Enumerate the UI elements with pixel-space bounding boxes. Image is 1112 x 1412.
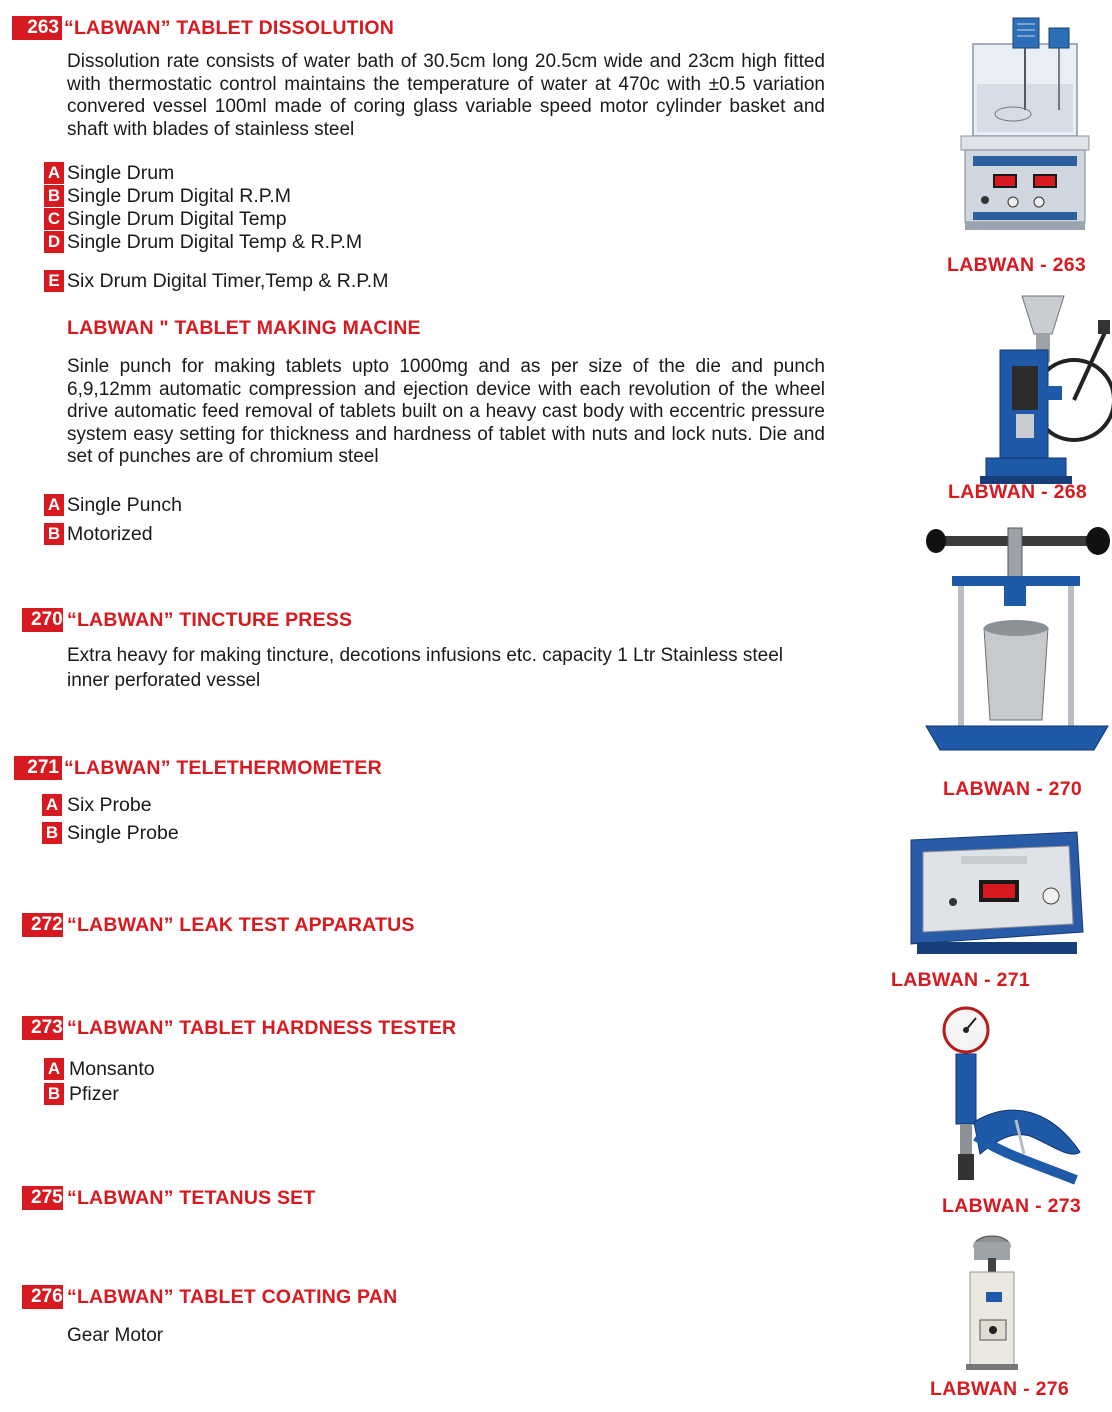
product-caption-271: LABWAN - 271 — [891, 969, 1031, 991]
item-number-badge-271: 271 — [14, 756, 62, 780]
option-label-271-a: Six Probe — [67, 794, 152, 816]
option-letter-268-a: A — [44, 494, 64, 516]
option-letter-263-a: A — [44, 162, 64, 184]
product-caption-270: LABWAN - 270 — [943, 778, 1083, 800]
option-label-273-b: Pfizer — [69, 1083, 119, 1105]
section-title-275: “LABWAN” TETANUS SET — [67, 1187, 316, 1209]
item-number-badge-270: 270 — [22, 608, 63, 632]
option-letter-263-c: C — [44, 208, 64, 230]
option-label-263-d: Single Drum Digital Temp & R.P.M — [67, 231, 363, 253]
section-title-263: “LABWAN” TABLET DISSOLUTION — [64, 17, 395, 39]
product-photo-tincture-press — [922, 522, 1112, 760]
option-letter-263-e: E — [44, 270, 64, 292]
option-label-263-e: Six Drum Digital Timer,Temp & R.P.M — [67, 270, 389, 292]
section-title-270: “LABWAN” TINCTURE PRESS — [67, 609, 353, 631]
product-caption-273: LABWAN - 273 — [942, 1195, 1082, 1217]
item-number-badge-275: 275 — [22, 1186, 63, 1210]
section-description-276: Gear Motor — [67, 1325, 164, 1346]
product-photo-hardness-tester — [940, 1004, 1090, 1188]
section-title-276: “LABWAN” TABLET COATING PAN — [67, 1286, 398, 1308]
option-letter-271-b: B — [42, 822, 62, 844]
option-label-271-b: Single Probe — [67, 822, 179, 844]
option-letter-271-a: A — [42, 794, 62, 816]
option-label-268-b: Motorized — [67, 523, 153, 545]
product-caption-268: LABWAN - 268 — [948, 481, 1088, 503]
item-number-badge-263: 263 — [12, 16, 62, 40]
option-letter-273-b: B — [44, 1083, 64, 1105]
product-photo-coating-pan — [952, 1228, 1032, 1372]
option-label-273-a: Monsanto — [69, 1058, 155, 1080]
product-photo-dissolution-apparatus — [955, 14, 1095, 236]
item-number-badge-276: 276 — [22, 1285, 63, 1309]
section-title-268: LABWAN " TABLET MAKING MACINE — [67, 317, 421, 339]
section-title-271: “LABWAN” TELETHERMOMETER — [64, 757, 382, 779]
option-letter-273-a: A — [44, 1058, 64, 1080]
item-number-badge-272: 272 — [22, 913, 63, 937]
option-label-263-c: Single Drum Digital Temp — [67, 208, 287, 230]
section-title-272: “LABWAN” LEAK TEST APPARATUS — [67, 914, 415, 936]
product-caption-276: LABWAN - 276 — [930, 1378, 1070, 1400]
section-title-273: “LABWAN” TABLET HARDNESS TESTER — [67, 1017, 457, 1039]
section-description-270: Extra heavy for making tincture, decotions infusions etc. capacity 1 Ltr Stainless steel inner perforated vessel — [67, 645, 784, 691]
section-description-268: Sinle punch for making tablets upto 1000mg and as per size of the die and punch 6,9,12mm automatic compression and ejection device with each revolution of the wheel drive automatic feed removal of tablets built on a heavy cast body with eccentric pressure system easy setting for thickness and hardness of tablet with nuts and lock nuts. Die and set of punches are of chromium steel — [67, 356, 825, 467]
option-letter-268-b: B — [44, 523, 64, 545]
section-description-263: Dissolution rate consists of water bath of 30.5cm long 20.5cm wide and 23cm high fitted with thermostatic control maintains the temperature of water at 470c with ±0.5 variation convered vessel 100ml made of coring glass variable speed motor cylinder basket and shaft with blades of stainless steel — [67, 51, 825, 140]
option-label-263-b: Single Drum Digital R.P.M — [67, 185, 291, 207]
item-number-badge-273: 273 — [22, 1016, 63, 1040]
option-letter-263-d: D — [44, 231, 64, 253]
option-label-268-a: Single Punch — [67, 494, 182, 516]
product-photo-telethermometer — [905, 828, 1085, 958]
option-letter-263-b: B — [44, 185, 64, 207]
product-caption-263: LABWAN - 263 — [947, 254, 1087, 276]
option-label-263-a: Single Drum — [67, 162, 175, 184]
product-photo-tablet-making-machine — [972, 290, 1112, 488]
